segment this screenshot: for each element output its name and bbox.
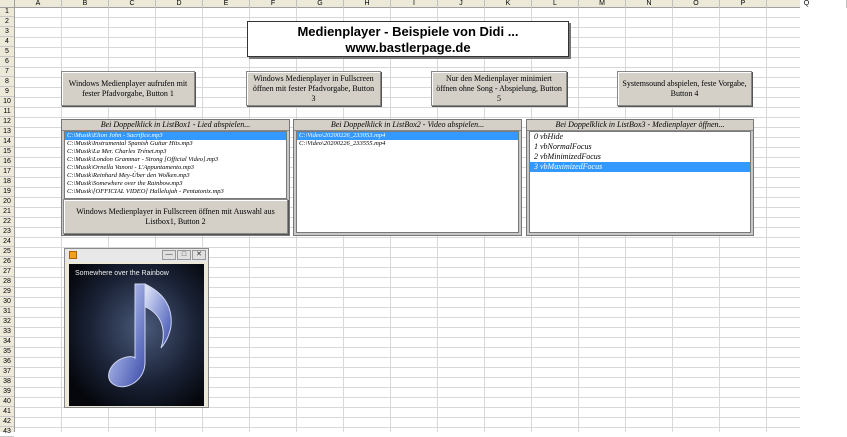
media-player-app-icon <box>69 251 77 259</box>
media-player-window[interactable] <box>64 248 209 408</box>
row-header-34[interactable]: 34 <box>0 337 14 347</box>
column-headers <box>15 0 810 8</box>
row-header-42[interactable]: 42 <box>0 417 14 427</box>
button-2[interactable]: Windows Medienplayer in Fullscreen öffnen mit Auswahl aus Listbox1, Button 2 <box>63 199 288 234</box>
button-4[interactable]: Systemsound abspielen, feste Vorgabe, Button 4 <box>617 71 752 106</box>
row-header-4[interactable]: 4 <box>0 37 14 47</box>
column-header-m[interactable]: M <box>579 0 626 8</box>
song-title: Somewhere over the Rainbow <box>75 270 169 277</box>
listbox1-item[interactable]: C:\Musik\Ornella Vanoni - L'Appuntamento.mp3 <box>67 164 195 171</box>
button-5[interactable]: Nur den Medienplayer minimiert öffnen ohne Song - Abspielung, Button 5 <box>431 71 567 106</box>
row-header-16[interactable]: 16 <box>0 157 14 167</box>
row-header-6[interactable]: 6 <box>0 57 14 67</box>
row-header-23[interactable]: 23 <box>0 227 14 237</box>
row-header-9[interactable]: 9 <box>0 87 14 97</box>
listbox3-item[interactable]: 3 vbMaximizedFocus <box>530 162 750 172</box>
listbox1-item[interactable]: C:\Musik\London Grammar - Strong [Official Video].mp3 <box>67 156 219 163</box>
title-box <box>247 21 569 57</box>
row-header-13[interactable]: 13 <box>0 127 14 137</box>
row-header-18[interactable]: 18 <box>0 177 14 187</box>
row-header-29[interactable]: 29 <box>0 287 14 297</box>
title-line-2: www.bastlerpage.de <box>345 40 471 55</box>
listbox2-panel <box>293 119 522 236</box>
row-header-19[interactable]: 19 <box>0 187 14 197</box>
row-header-17[interactable]: 17 <box>0 167 14 177</box>
column-header-c[interactable]: C <box>109 0 156 8</box>
row-header-40[interactable]: 40 <box>0 397 14 407</box>
row-header-25[interactable]: 25 <box>0 247 14 257</box>
row-header-28[interactable]: 28 <box>0 277 14 287</box>
column-header-d[interactable]: D <box>156 0 203 8</box>
listbox3[interactable] <box>529 131 751 233</box>
row-header-14[interactable]: 14 <box>0 137 14 147</box>
media-player-video-area[interactable] <box>69 264 204 406</box>
maximize-button[interactable]: □ <box>177 250 191 260</box>
row-header-20[interactable]: 20 <box>0 197 14 207</box>
column-header-i[interactable]: I <box>391 0 438 8</box>
column-header-h[interactable]: H <box>344 0 391 8</box>
row-header-26[interactable]: 26 <box>0 257 14 267</box>
title-line-1: Medienplayer - Beispiele von Didi ... <box>297 24 519 39</box>
listbox2-item[interactable]: C:\Video\20200226_233555.mp4 <box>299 140 386 147</box>
row-header-3[interactable]: 3 <box>0 27 14 37</box>
listbox3-item[interactable]: 2 vbMinimizedFocus <box>534 152 601 161</box>
listbox1-item[interactable]: C:\Musik\Elton John - Sacrifice.mp3 <box>65 132 286 140</box>
row-header-12[interactable]: 12 <box>0 117 14 127</box>
row-header-15[interactable]: 15 <box>0 147 14 157</box>
music-note-icon <box>69 264 204 406</box>
column-header-p[interactable]: P <box>720 0 767 8</box>
listbox1[interactable] <box>64 131 287 199</box>
close-button[interactable]: ✕ <box>192 250 206 260</box>
row-header-30[interactable]: 30 <box>0 297 14 307</box>
row-header-22[interactable]: 22 <box>0 217 14 227</box>
column-header-j[interactable]: J <box>438 0 485 8</box>
listbox1-header: Bei Doppelklick in ListBox1 - Lied abspielen... <box>62 120 289 131</box>
column-header-n[interactable]: N <box>626 0 673 8</box>
button-3[interactable]: Windows Medienplayer in Fullscreen öffnen mit fester Pfadvorgabe, Button 3 <box>246 71 381 106</box>
listbox3-item[interactable]: 1 vbNormalFocus <box>534 142 592 151</box>
row-header-8[interactable]: 8 <box>0 77 14 87</box>
row-header-36[interactable]: 36 <box>0 357 14 367</box>
row-header-2[interactable]: 2 <box>0 17 14 27</box>
row-header-1[interactable]: 1 <box>0 7 14 17</box>
row-header-37[interactable]: 37 <box>0 367 14 377</box>
row-header-32[interactable]: 32 <box>0 317 14 327</box>
column-header-f[interactable]: F <box>250 0 297 8</box>
listbox1-item[interactable]: C:\Musik\Instrumental Spanish Guitar Hits.mp3 <box>67 140 193 147</box>
listbox1-item[interactable]: C:\Musik\Somewhere over the Rainbow.mp3 <box>67 180 183 187</box>
listbox3-panel <box>526 119 754 236</box>
listbox3-header: Bei Doppelklick in ListBox3 - Medienplayer öffnen... <box>527 120 753 131</box>
row-header-7[interactable]: 7 <box>0 67 14 77</box>
row-header-41[interactable]: 41 <box>0 407 14 417</box>
row-header-43[interactable]: 43 <box>0 427 14 437</box>
row-header-31[interactable]: 31 <box>0 307 14 317</box>
row-header-33[interactable]: 33 <box>0 327 14 337</box>
column-header-e[interactable]: E <box>203 0 250 8</box>
listbox1-item[interactable]: C:\Musik\Reinhard Mey-Über den Wolken.mp3 <box>67 172 190 179</box>
row-header-10[interactable]: 10 <box>0 97 14 107</box>
media-player-titlebar[interactable] <box>65 249 208 262</box>
row-header-11[interactable]: 11 <box>0 107 14 117</box>
row-header-38[interactable]: 38 <box>0 377 14 387</box>
row-header-5[interactable]: 5 <box>0 47 14 57</box>
column-header-l[interactable]: L <box>532 0 579 8</box>
listbox3-item[interactable]: 0 vbHide <box>534 132 564 141</box>
column-header-b[interactable]: B <box>62 0 109 8</box>
listbox1-item[interactable]: C:\Musik\[OFFICIAL VIDEO] Hallelujah - Pentatonix.mp3 <box>67 188 224 195</box>
column-header-q[interactable]: Q <box>767 0 847 8</box>
row-header-39[interactable]: 39 <box>0 387 14 397</box>
column-header-g[interactable]: G <box>297 0 344 8</box>
column-header-a[interactable]: A <box>15 0 62 8</box>
minimize-button[interactable]: — <box>162 250 176 260</box>
row-headers <box>0 8 15 435</box>
column-header-k[interactable]: K <box>485 0 532 8</box>
column-header-o[interactable]: O <box>673 0 720 8</box>
button-1[interactable]: Windows Medienplayer aufrufen mit fester Pfadvorgabe, Button 1 <box>61 71 195 106</box>
row-header-35[interactable]: 35 <box>0 347 14 357</box>
listbox2[interactable] <box>296 131 519 233</box>
listbox2-header: Bei Doppelklick in ListBox2 - Video abspielen... <box>294 120 521 131</box>
row-header-27[interactable]: 27 <box>0 267 14 277</box>
row-header-21[interactable]: 21 <box>0 207 14 217</box>
listbox2-item[interactable]: C:\Video\20200226_233053.mp4 <box>297 132 518 140</box>
listbox1-item[interactable]: C:\Musik\La Mer. Charles Trénet.mp3 <box>67 148 167 155</box>
row-header-24[interactable]: 24 <box>0 237 14 247</box>
